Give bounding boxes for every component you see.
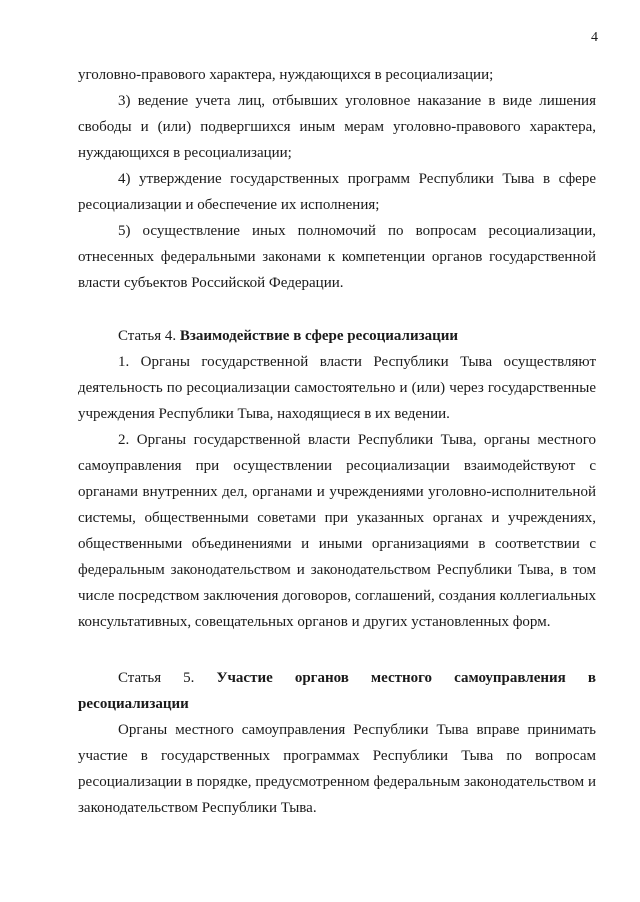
article-5-title-word: самоуправления: [454, 670, 566, 686]
article-5-title-word: местного: [370, 670, 433, 686]
article-4-title: Взаимодействие в сфере ресоциализации: [179, 328, 459, 344]
article-4-paragraph-1: 1. Органы государственной власти Республики Тыва осуществляют деятельность по ресоциализации самостоятельно и (или) через государственные учреждения Республики Тыва, находящиеся в их ведении.: [78, 354, 596, 422]
article-5-title-continuation: [78, 691, 596, 717]
article-5-title-end: ресоциализации: [78, 696, 189, 712]
article-5-title-word: в: [587, 670, 596, 686]
page-number: 4: [591, 30, 598, 45]
article-5-paragraph-1: Органы местного самоуправления Республики Тыва вправе принимать участие в государственных программах Республики Тыва по вопросам ресоциализации в порядке, предусмотренном федеральным законодательством и законодательством Республики Тыва.: [78, 722, 596, 816]
article-5-title-word: органов: [294, 670, 349, 686]
article-5-heading: [78, 665, 596, 691]
article-4-paragraph-2: 2. Органы государственной власти Республики Тыва, органы местного самоуправления при осуществлении ресоциализации взаимодействуют с органами внутренних дел, органами и учреждениями уголовно-исполнительной системы, общественными советами при указанных органах и учреждениях, общественными объединениями и иными организациями в соответствии с федеральным законодательством и законодательством Республики Тыва, в том числе посредством заключения договоров, соглашений, создания коллегиальных консультативных, совещательных органов и других установленных форм.: [78, 432, 596, 630]
article-4-prefix: Статья 4.: [118, 328, 177, 344]
section-gap: [78, 635, 596, 665]
list-item-5: 5) осуществление иных полномочий по вопросам ресоциализации, отнесенных федеральными законами к компетенции органов государственной власти субъектов Российской Федерации.: [78, 223, 596, 291]
list-item-4: 4) утверждение государственных программ Республики Тыва в сфере ресоциализации и обеспечение их исполнения;: [78, 171, 596, 213]
continuation-text: уголовно-правового характера, нуждающихся в ресоциализации;: [78, 67, 494, 83]
article-4-heading: [78, 323, 596, 349]
section-gap: [78, 296, 596, 323]
document-body: [78, 62, 596, 821]
article-5-prefix-word: Статья: [118, 670, 162, 686]
list-item-3: 3) ведение учета лиц, отбывших уголовное наказание в виде лишения свободы и (или) подвергшихся иным мерам уголовно-правового характера, нуждающихся в ресоциализации;: [78, 93, 596, 161]
article-5-title-word: Участие: [216, 670, 273, 686]
article-5-prefix-number: 5.: [183, 670, 195, 686]
